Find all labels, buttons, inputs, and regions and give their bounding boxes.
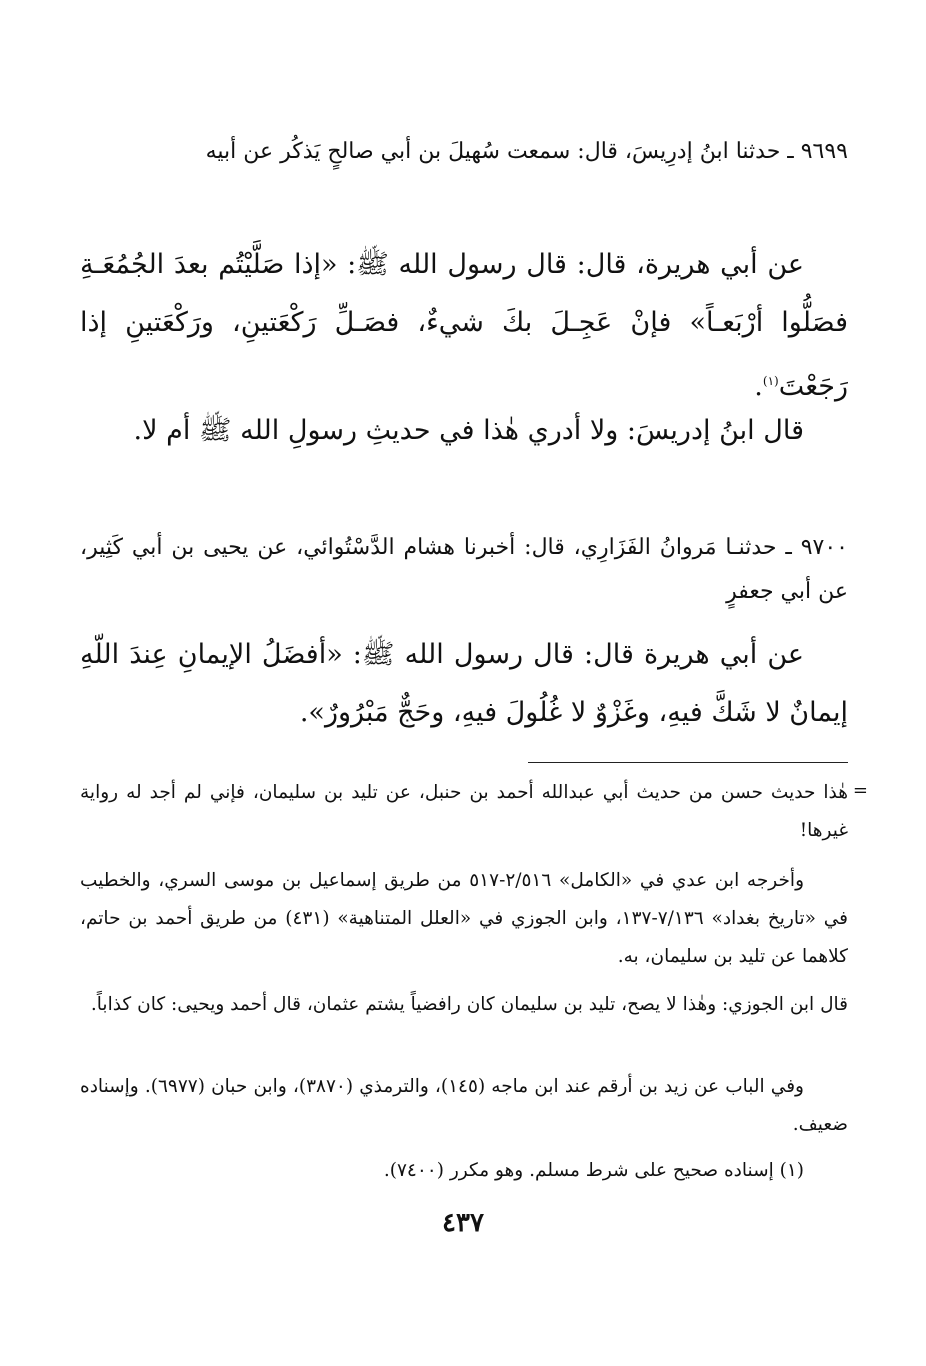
footnote-p4-text: وفي الباب عن زيد بن أرقم عند ابن ماجه (١٤٥)، والترمذي (٣٨٧٠)، وابن حبان (٦٩٧٧). وإسناده ضعيف. [80,1076,848,1135]
hadith-9699-comment [80,402,848,460]
footnote-p1: هٰذا حديث حسن من حديث أبي عبدالله أحمد بن حنبل، عن تليد بن سليمان، فإني لم أجد له رواية غيرها! [80,782,848,841]
hadith-9700-matn [80,626,848,742]
footnote-p2 [80,862,848,976]
footnote-p2-text: وأخرجه ابن عدي في «الكامل» ٢/٥١٦-٥١٧ من طريق إسماعيل بن موسى السري، والخطيب في «تاريخ بغداد» ٧/١٣٦-١٣٧، وابن الجوزي في «العلل المتناهية» (٤٣١) من طريق أحمد بن حاتم، كلاهما عن تليد بن سليمان، به. [80,870,849,967]
footnote-ref-1[interactable]: (١) [762,374,779,388]
footnote-1-text: (١) إسناده صحيح على شرط مسلم. وهو مكرر (٧٤٠٠). [383,1160,804,1181]
footnote-p3: قال ابن الجوزي: وهٰذا لا يصح، تليد بن سليمان كان رافضياً يشتم عثمان، قال أحمد ويحيى: كان كذاباً. [90,994,848,1015]
hadith-9699-isnad: ٩٦٩٩ ـ حدثنا ابنُ إدرِيسَ، قال: سمعت سُهيلَ بن أبي صالحٍ يَذكُر عن أبيه [205,139,848,164]
footnote-1 [80,1152,848,1190]
hadith-9700-isnad: ٩٧٠٠ ـ حدثنـا مَروانُ الفَزَارِي، قال: أخبرنا هشام الدَّسْتُوائي، عن يحيى بن أبي كَثِير، عن أبي جعفرٍ [80,535,848,604]
footnote-separator [528,762,848,763]
hadith-9699-comment-text: قال ابنُ إدريسَ: ولا أدري هٰذا في حديثِ رسولِ الله ﷺ أم لا. [133,415,804,446]
hadith-9700-matn-text: عن أبي هريرة قال: قال رسول الله ﷺ: «أفضَلُ الإيمانِ عِندَ اللّهِ إيمانٌ لا شَكَّ فيهِ، وغَزْوٌ لا غُلُولَ فيهِ، وحَجٌّ مَبْرُورٌ». [80,639,848,728]
hadith-9699-matn-text: عن أبي هريرة، قال: قال رسول الله ﷺ: «إذا صَلَّيْتُم بعدَ الجُمُعَـةِ فصَلُّوا أرْبَعـاً» فإنْ عَجِـلَ بكَ شيءٌ، فصَـلِّ رَكْعَتينِ، ورَكْعَتينِ إذا رَجَعْتَ [80,249,848,402]
hadith-9699-matn-end: . [754,371,763,402]
hadith-9699-matn [80,236,848,416]
footnote-p4 [80,1068,848,1144]
footnote-continuation-mark: = [852,780,868,801]
page-number: ٤٣٧ [442,1208,484,1238]
